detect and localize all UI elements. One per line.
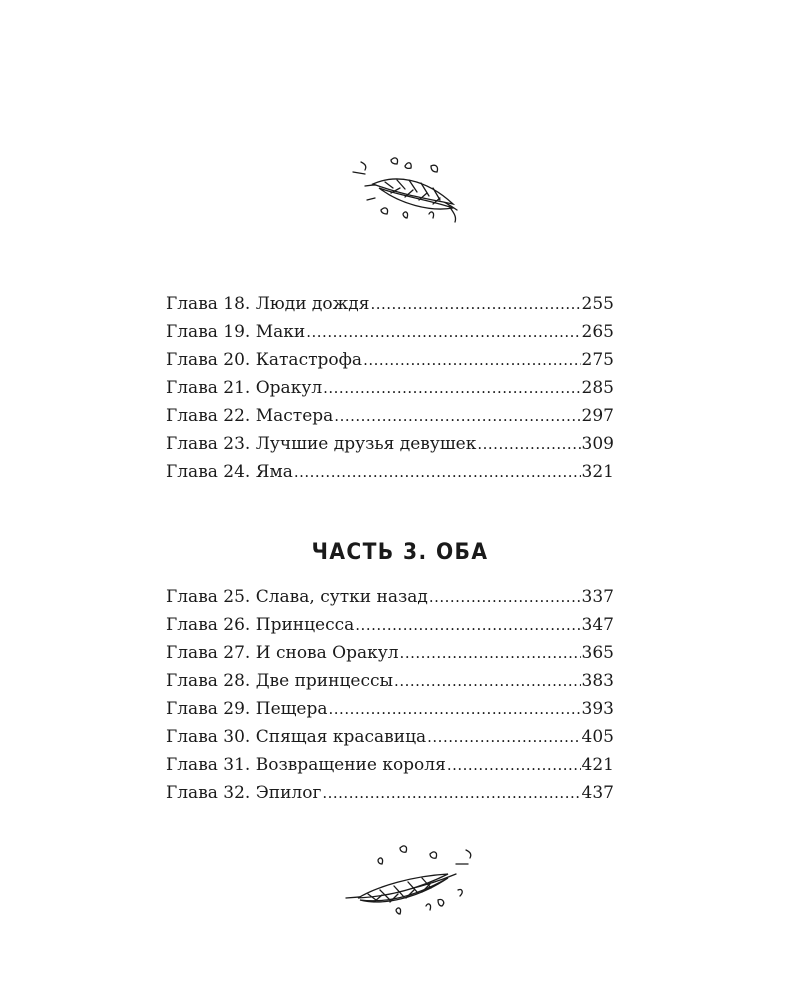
toc-entry (166, 402, 614, 430)
toc-entry-title: Глава 30. Спящая красавица (166, 727, 427, 747)
toc-entry-title: Глава 28. Две принцессы (166, 671, 394, 691)
toc-entry-page-number: 347 (581, 615, 614, 635)
toc-list-part-3 (166, 583, 614, 807)
toc-entry-page-number: 275 (581, 350, 614, 370)
toc-dot-leader (477, 430, 580, 458)
toc-entry (166, 639, 614, 667)
toc-entry (166, 723, 614, 751)
toc-entry (166, 667, 614, 695)
toc-entry-title: Глава 25. Слава, сутки назад (166, 587, 428, 607)
toc-entry-title: Глава 29. Пещера (166, 699, 328, 719)
toc-entry (166, 430, 614, 458)
toc-entry-page-number: 309 (581, 434, 614, 454)
toc-entry-page-number: 365 (581, 643, 614, 663)
toc-entry-title: Глава 21. Оракул (166, 378, 323, 398)
toc-dot-leader (370, 290, 580, 318)
toc-entry (166, 458, 614, 486)
toc-entry-page-number: 383 (581, 671, 614, 691)
toc-entry (166, 318, 614, 346)
toc-dot-leader (363, 346, 580, 374)
toc-dot-leader (429, 583, 581, 611)
toc-dot-leader (323, 374, 580, 402)
toc-entry-page-number: 337 (581, 587, 614, 607)
toc-entry-page-number: 297 (581, 406, 614, 426)
toc-entry-title: Глава 20. Катастрофа (166, 350, 363, 370)
toc-entry (166, 611, 614, 639)
toc-entry-title: Глава 24. Яма (166, 462, 293, 482)
toc-dot-leader (306, 318, 580, 346)
toc-list-part-2 (166, 290, 614, 486)
toc-entry (166, 346, 614, 374)
toc-dot-leader (329, 695, 581, 723)
toc-entry-page-number: 437 (581, 783, 614, 803)
toc-entry-page-number: 321 (581, 462, 614, 482)
toc-entry-page-number: 265 (581, 322, 614, 342)
toc-dot-leader (400, 639, 581, 667)
toc-dot-leader (427, 723, 580, 751)
toc-entry-page-number: 393 (581, 699, 614, 719)
toc-entry (166, 779, 614, 807)
toc-entry-title: Глава 26. Принцесса (166, 615, 355, 635)
toc-dot-leader (294, 458, 581, 486)
toc-entry-title: Глава 23. Лучшие друзья девушек (166, 434, 477, 454)
toc-entry-page-number: 421 (581, 755, 614, 775)
toc-entry-title: Глава 27. И снова Оракул (166, 643, 399, 663)
toc-entry (166, 583, 614, 611)
toc-entry-page-number: 255 (581, 294, 614, 314)
feather-ornament-icon (345, 152, 470, 237)
toc-entry-title: Глава 22. Мастера (166, 406, 334, 426)
feather-ornament-icon (338, 840, 488, 925)
toc-entry-page-number: 285 (581, 378, 614, 398)
toc-dot-leader (394, 667, 581, 695)
toc-entry-title: Глава 32. Эпилог (166, 783, 322, 803)
part-3-heading: ЧАСТЬ 3. ОБА (311, 540, 489, 565)
toc-entry-title: Глава 19. Маки (166, 322, 306, 342)
toc-entry (166, 751, 614, 779)
toc-dot-leader (447, 751, 581, 779)
toc-entry (166, 695, 614, 723)
toc-entry (166, 290, 614, 318)
toc-entry-title: Глава 31. Возвращение короля (166, 755, 446, 775)
toc-entry (166, 374, 614, 402)
toc-entry-page-number: 405 (581, 727, 614, 747)
toc-dot-leader (322, 779, 580, 807)
toc-dot-leader (355, 611, 580, 639)
toc-dot-leader (334, 402, 580, 430)
toc-entry-title: Глава 18. Люди дождя (166, 294, 370, 314)
